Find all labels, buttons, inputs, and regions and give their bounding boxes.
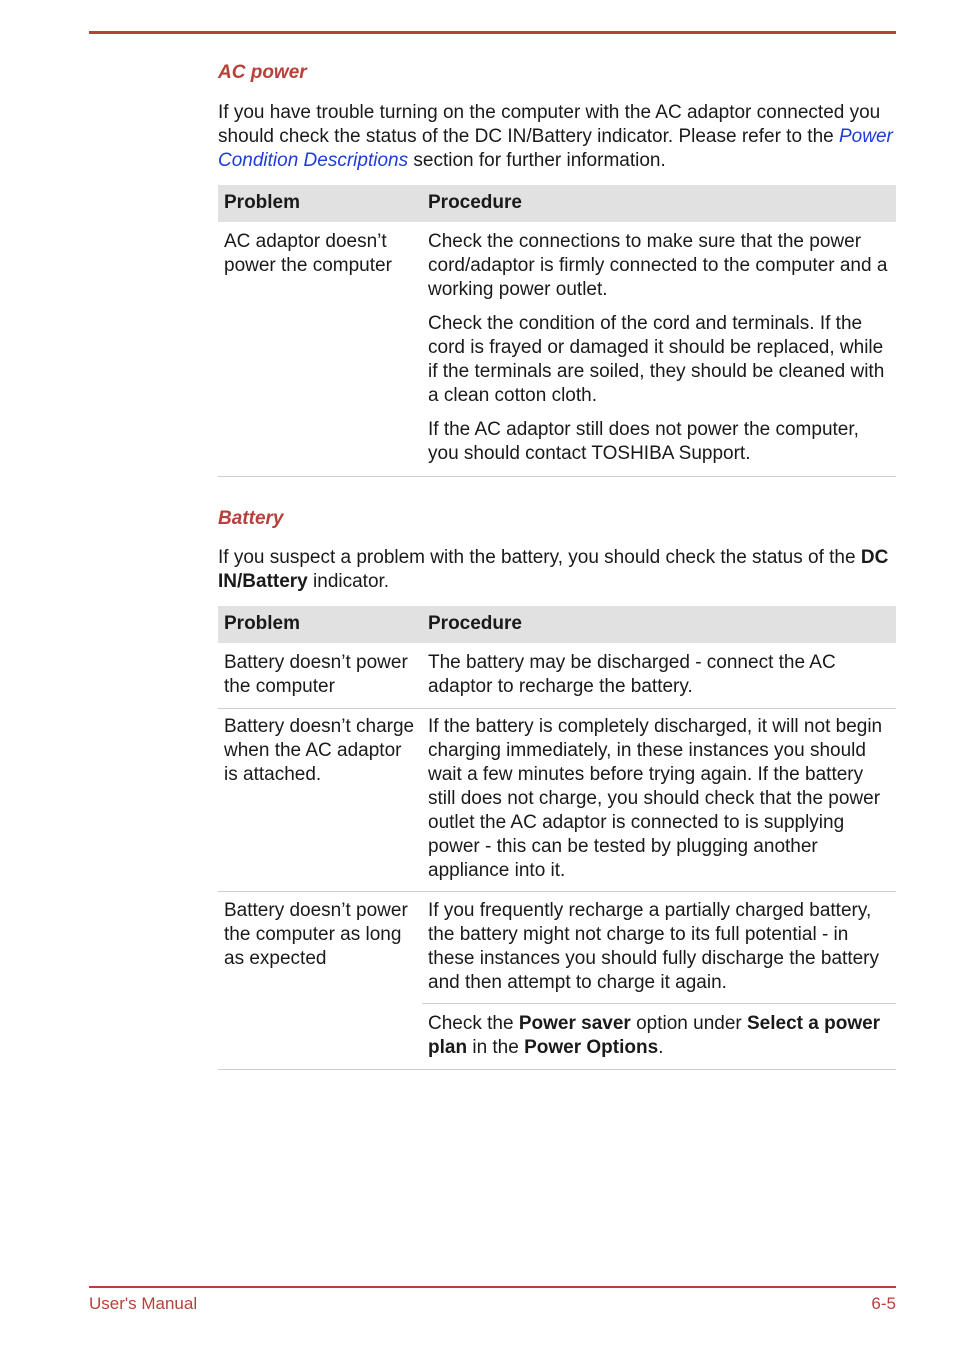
proc-text: Check the: [428, 1013, 519, 1034]
ac-power-heading: AC power: [218, 62, 307, 83]
bottom-rule: [89, 1286, 896, 1288]
ac-power-table: [218, 185, 896, 477]
proc-text: .: [658, 1037, 664, 1058]
ac-intro-text: If you have trouble turning on the computer with the AC adaptor connected you should check the status of the DC IN/Battery indicator. Please refer to the: [218, 102, 881, 147]
page-number: 6-5: [871, 1294, 896, 1313]
table-row: [218, 643, 896, 709]
ac-power-table-wrap: [218, 185, 896, 477]
problem-cell: Battery doesn’t power the computer: [218, 643, 422, 709]
ac-power-intro-block: [218, 101, 896, 173]
battery-intro-text: If you suspect a problem with the battery, you should check the status of the: [218, 547, 861, 568]
power-condition-link[interactable]: Power Condition Descriptions: [218, 126, 893, 171]
battery-table-wrap: [218, 606, 896, 1070]
procedure-text: Check the connections to make sure that the power cord/adaptor is firmly connected to the computer and a working power outlet.: [428, 231, 888, 300]
footer-manual-title: User's Manual: [89, 1294, 198, 1313]
proc-text: option under: [630, 1013, 747, 1034]
procedure-text: Check the condition of the cord and terminals. If the cord is frayed or damaged it should be replaced, while if the terminals are soiled, they should be cleaned with a clean cotton cloth.: [428, 313, 885, 406]
power-saver-label: Power saver: [518, 1013, 631, 1034]
problem-cell: AC adaptor doesn’t power the computer: [218, 222, 422, 477]
procedure-cell: The battery may be discharged - connect the AC adaptor to recharge the battery.: [422, 643, 896, 709]
battery-table: [218, 606, 896, 1070]
battery-intro-text-end: indicator.: [307, 571, 390, 592]
table-row: [218, 222, 896, 477]
procedure-cell: [422, 222, 896, 477]
select-power-plan-label: Select a power plan: [428, 1013, 881, 1058]
proc-text: in the: [467, 1037, 525, 1058]
battery-intro: [218, 546, 896, 594]
power-options-label: Power Options: [524, 1037, 659, 1058]
battery-heading: Battery: [218, 508, 284, 529]
procedure-cell: [422, 892, 896, 1070]
ac-power-intro: [218, 101, 896, 173]
table-row: [218, 892, 896, 1070]
procedure-text: If you frequently recharge a partially charged battery, the battery might not charge to its full potential - in these instances you should fully discharge the battery and then attempt to charge it again.: [428, 900, 879, 993]
dc-in-battery-label: DC IN/Battery: [218, 547, 889, 592]
procedure-text: [422, 1003, 896, 1069]
procedure-cell: If the battery is completely discharged, it will not begin charging immediately, in these instances you should wait a few minutes before trying again. If the battery still does not charge, you should check that the power outlet the AC adaptor is connected to is supplying power - this can be tested by plugging another appliance into it.: [422, 709, 896, 892]
procedure-text: If the AC adaptor still does not power the computer, you should contact TOSHIBA Support.: [428, 419, 859, 464]
table-row: [218, 709, 896, 892]
problem-cell: Battery doesn’t charge when the AC adaptor is attached.: [218, 709, 422, 892]
battery-section: [218, 508, 896, 530]
ac-power-section: [218, 62, 896, 84]
column-header-problem: Problem: [218, 185, 422, 222]
column-header-procedure: Procedure: [422, 185, 896, 222]
top-rule: [89, 31, 896, 34]
battery-intro-block: [218, 546, 896, 594]
column-header-problem: Problem: [218, 606, 422, 643]
table-header-row: [218, 185, 896, 222]
ac-intro-text-end: section for further information.: [408, 150, 666, 171]
column-header-procedure: Procedure: [422, 606, 896, 643]
table-header-row: [218, 606, 896, 643]
problem-cell: Battery doesn’t power the computer as long as expected: [218, 892, 422, 1070]
